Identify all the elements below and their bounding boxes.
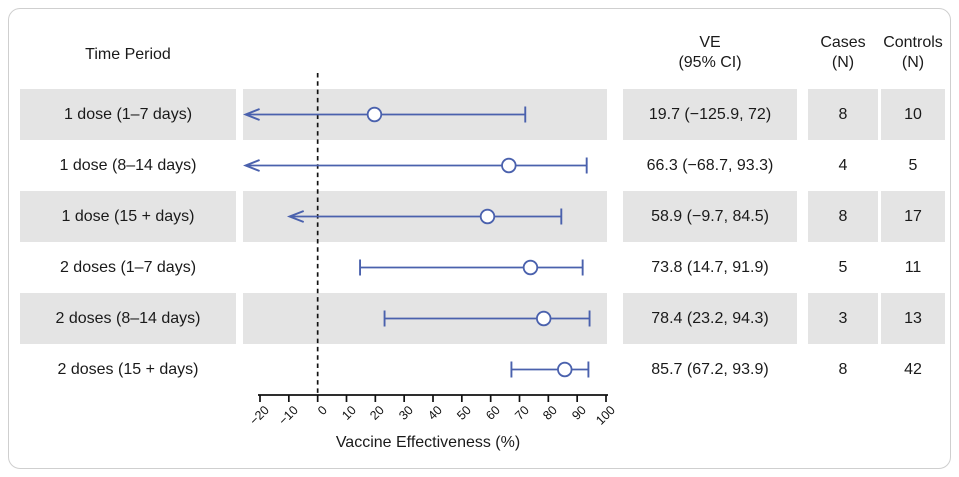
row-controls-value: 17	[881, 191, 945, 242]
x-tick-label: 90	[569, 403, 590, 423]
point-estimate-marker	[537, 312, 551, 326]
error-bar	[246, 107, 526, 123]
error-bar	[385, 311, 590, 327]
x-tick-label: 80	[540, 403, 561, 423]
row-controls-value: 11	[904, 258, 922, 276]
x-tick-label: 20	[367, 403, 388, 423]
row-controls-value: 13	[881, 293, 945, 344]
row-ve-ci-value: 58.9 (−9.7, 84.5)	[623, 191, 797, 242]
error-bar	[290, 209, 562, 225]
forest-plot-canvas	[243, 68, 613, 408]
point-estimate-marker	[481, 210, 495, 224]
error-bar	[511, 362, 588, 378]
column-header-controls-line1: Controls	[883, 34, 943, 51]
row-cases-value: 4	[838, 156, 848, 174]
x-tick-label: 0	[314, 403, 330, 418]
x-tick-label: −10	[275, 403, 301, 428]
error-bar	[360, 260, 583, 276]
row-cases-value: 5	[838, 258, 848, 276]
row-cases-value: 3	[808, 293, 878, 344]
row-ve-ci-value: 85.7 (67.2, 93.9)	[651, 360, 769, 378]
row-ve-ci-value: 73.8 (14.7, 91.9)	[651, 258, 769, 276]
column-header-cases-line2: (N)	[831, 54, 855, 71]
column-header-controls-line2: (N)	[901, 54, 925, 71]
x-axis-title: Vaccine Effectiveness (%)	[335, 434, 521, 451]
x-tick-label: 40	[425, 403, 445, 423]
row-ve-ci-value: 19.7 (−125.9, 72)	[623, 89, 797, 140]
row-time-period-label: 1 dose (1–7 days)	[20, 89, 236, 140]
column-header-ve-ci	[623, 33, 797, 73]
row-cases-value: 8	[808, 191, 878, 242]
point-estimate-marker	[368, 108, 382, 122]
error-bar	[246, 158, 587, 174]
x-tick-label: 10	[338, 403, 359, 423]
row-time-period-label: 1 dose (8–14 days)	[59, 156, 197, 174]
x-tick-label: 100	[593, 403, 618, 428]
row-time-period-label: 2 doses (15 + days)	[57, 360, 199, 378]
column-header-controls	[881, 33, 945, 73]
point-estimate-marker	[558, 363, 572, 377]
x-tick-label: 60	[482, 403, 503, 423]
point-estimate-marker	[502, 159, 516, 173]
row-controls-value: 42	[904, 360, 922, 378]
x-tick-label: −20	[246, 403, 272, 428]
row-ve-ci-value: 78.4 (23.2, 94.3)	[623, 293, 797, 344]
row-ve-ci-value: 66.3 (−68.7, 93.3)	[646, 156, 774, 174]
point-estimate-marker	[524, 261, 538, 275]
row-controls-value: 10	[881, 89, 945, 140]
x-tick-label: 70	[511, 403, 532, 423]
x-tick-label: 30	[396, 403, 417, 423]
x-tick-label: 50	[453, 403, 474, 423]
row-cases-value: 8	[808, 89, 878, 140]
column-header-cases-line1: Cases	[820, 34, 866, 51]
row-time-period-label: 1 dose (15 + days)	[20, 191, 236, 242]
row-time-period-label: 2 doses (1–7 days)	[59, 258, 197, 276]
column-header-cases	[808, 33, 878, 73]
row-controls-value: 5	[908, 156, 918, 174]
column-header-ve-line1: VE	[699, 34, 721, 51]
row-cases-value: 8	[838, 360, 848, 378]
column-header-time-period: Time Period	[85, 46, 171, 63]
column-header-ve-line2: (95% CI)	[678, 54, 742, 71]
row-time-period-label: 2 doses (8–14 days)	[20, 293, 236, 344]
